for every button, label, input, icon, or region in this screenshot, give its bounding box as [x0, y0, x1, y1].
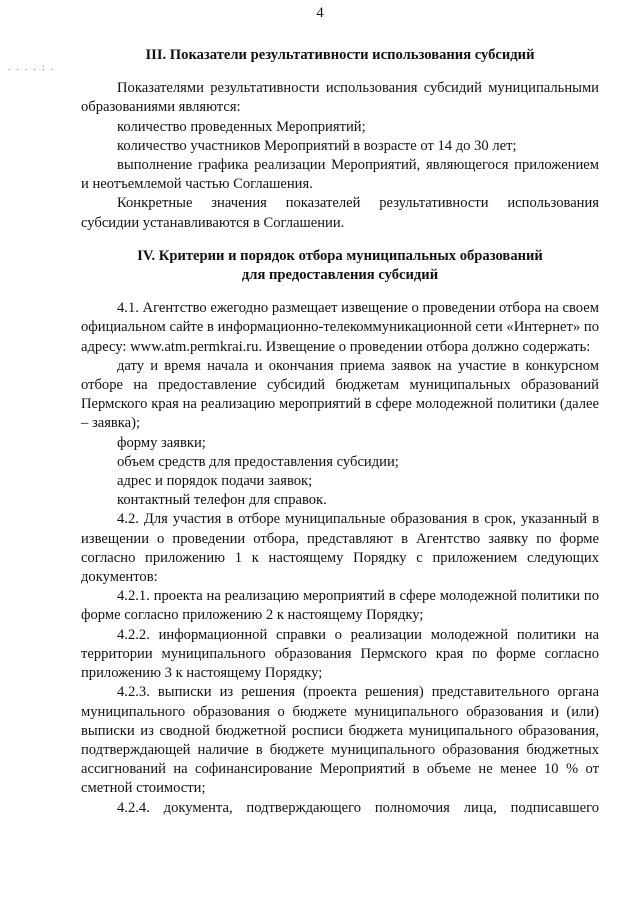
- paragraph: форму заявки;: [117, 434, 206, 451]
- paragraph: дату и время начала и окончания приема заявок на участие в конкурсном отборе на предоставление субсидий бюджетам муниципальных образований Пермского края на реализацию мероприятий в сфере молодежной политики (далее – заявка);: [81, 357, 599, 432]
- paragraph: 4.2.2. информационной справки о реализации молодежной политики на территории муниципального образования Пермского края по форме согласно приложению 3 к настоящему Порядку;: [81, 626, 599, 682]
- paragraph: адрес и порядок подачи заявок;: [117, 473, 313, 490]
- paragraph: выполнение графика реализации Мероприятий, являющегося приложением и неотъемлемой частью Соглашения.: [81, 157, 599, 193]
- paragraph: количество участников Мероприятий в возрасте от 14 до 30 лет;: [117, 137, 517, 154]
- page-number: 4: [316, 5, 324, 21]
- paragraph: Конкретные значения показателей результативности использования субсидии устанавливаются в Соглашении.: [81, 195, 599, 231]
- paragraph: количество проведенных Мероприятий;: [117, 118, 366, 135]
- section-4-heading-line-2: для предоставления субсидий: [241, 267, 439, 284]
- section-4-heading-line-1: IV. Критерии и порядок отбора муниципальных образований: [137, 247, 543, 264]
- paragraph: объем средств для предоставления субсидии;: [117, 453, 399, 470]
- paragraph: Показателями результативности использования субсидий муниципальными образованиями являются:: [81, 80, 599, 116]
- section-3-heading: III. Показатели результативности использования субсидий: [145, 47, 535, 63]
- paragraph: 4.1. Агентство ежегодно размещает извещение о проведении отбора на своем официальном сайте в информационно-телекоммуникационной сети «Интернет» по адресу: www.atm.permkrai.ru. Извещение о проведении отбора должно содержать:: [81, 300, 599, 355]
- paragraph: 4.2. Для участия в отборе муниципальные образования в срок, указанный в извещении о проведении отбора, представляют в Агентство заявку по форме согласно приложению 1 к настоящему Порядку с приложением следующих документов:: [81, 511, 599, 586]
- document-body: [81, 22, 599, 818]
- paragraph: 4.2.3. выписки из решения (проекта решения) представительного органа муниципального образования о бюджете муниципального образования и (или) выписки из сводной бюджетной росписи бюджета муниципального образования, подтверждающей наличие в бюджете муниципального образования бюджетных ассигнований на софинансирование Мероприятий в объеме не менее 10 % от сметной стоимости;: [81, 684, 599, 797]
- paragraph: контактный телефон для справок.: [117, 492, 327, 509]
- section-4-heading: [81, 247, 599, 285]
- paragraph: 4.2.4. документа, подтверждающего полномочия лица, подписавшего: [117, 799, 599, 816]
- paragraph: 4.2.1. проекта на реализацию мероприятий в сфере молодежной политики по форме согласно приложению 2 к настоящему Порядку;: [81, 588, 599, 624]
- scan-artifact: . . . . : .: [8, 62, 56, 72]
